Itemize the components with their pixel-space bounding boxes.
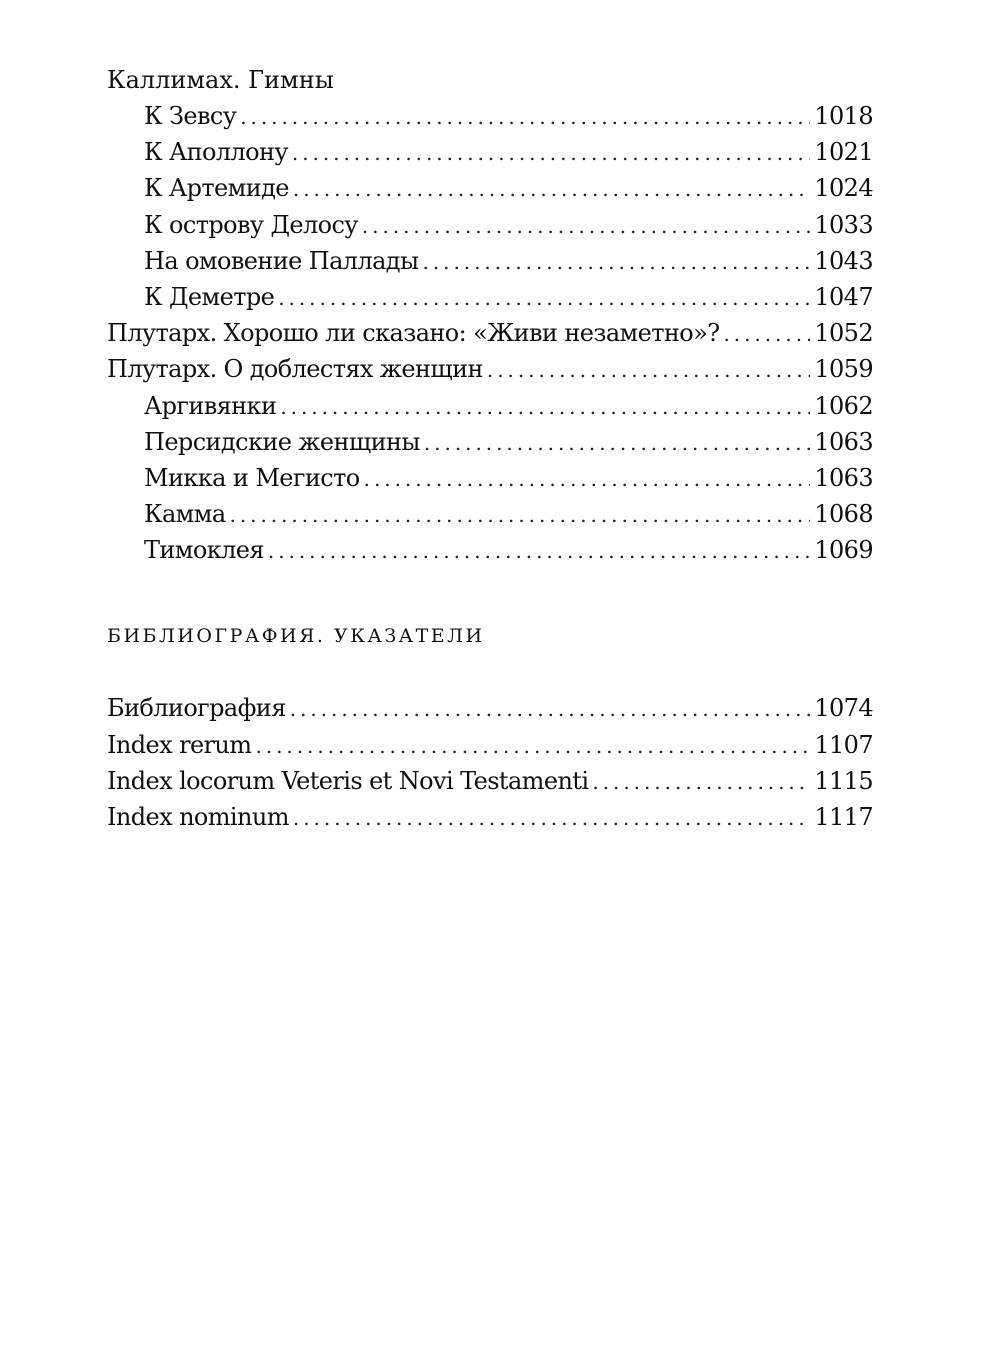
toc-entry bbox=[107, 207, 873, 243]
toc-entry bbox=[107, 496, 873, 532]
toc-entry-page: 1021 bbox=[814, 138, 873, 167]
dot-leader bbox=[230, 497, 811, 533]
toc-entry bbox=[107, 134, 873, 170]
toc-entry bbox=[107, 388, 873, 424]
dot-leader bbox=[292, 135, 810, 171]
dot-leader bbox=[240, 99, 810, 135]
dot-leader bbox=[293, 800, 810, 836]
toc-entry-title: К Деметре bbox=[144, 282, 275, 311]
dot-leader bbox=[290, 691, 811, 727]
toc-entry-title: Микка и Мегисто bbox=[144, 463, 360, 492]
toc-entry bbox=[107, 170, 873, 206]
toc-entry-page: 1024 bbox=[814, 174, 873, 203]
toc-entry-title: К Зевсу bbox=[144, 102, 237, 130]
toc-entry-page: 1117 bbox=[814, 803, 873, 831]
section-heading: БИБЛИОГРАФИЯ. УКАЗАТЕЛИ bbox=[107, 625, 485, 648]
toc-entry bbox=[107, 799, 873, 835]
toc-entry-page: 1059 bbox=[814, 355, 873, 384]
toc-entry bbox=[107, 243, 873, 279]
dot-leader bbox=[278, 280, 810, 316]
toc-entry bbox=[107, 315, 873, 351]
toc-entry bbox=[107, 532, 873, 568]
toc-entry bbox=[107, 351, 873, 387]
toc-entry-title: Index rerum bbox=[107, 730, 252, 759]
toc-entry bbox=[107, 460, 873, 496]
toc-entry-page: 1047 bbox=[814, 282, 873, 311]
toc-entry-title: Библиография bbox=[107, 694, 286, 723]
toc-group-heading: Каллимах. Гимны bbox=[107, 66, 334, 94]
toc-entry-title: К Артемиде bbox=[144, 174, 289, 203]
toc-entry-title: На омовение Паллады bbox=[144, 246, 419, 275]
toc-entry-page: 1068 bbox=[814, 500, 873, 529]
dot-leader bbox=[723, 316, 810, 352]
toc-entry-title: Аргивянки bbox=[144, 391, 277, 420]
toc-entry bbox=[107, 763, 873, 799]
dot-leader bbox=[280, 389, 810, 425]
toc-entry-page: 1018 bbox=[814, 102, 873, 130]
toc-entry-title: Камма bbox=[144, 500, 226, 529]
toc-entry-page: 1052 bbox=[814, 319, 873, 348]
toc-entry-title: К острову Делосу bbox=[144, 210, 358, 239]
toc-entry bbox=[107, 727, 873, 763]
toc-entry bbox=[107, 98, 873, 134]
dot-leader bbox=[268, 533, 810, 569]
toc-entry-title: Index nominum bbox=[107, 803, 289, 831]
toc-entry-page: 1063 bbox=[814, 463, 873, 492]
toc-entry-title: Тимоклея bbox=[144, 536, 264, 565]
toc-entry-title: Персидские женщины bbox=[144, 427, 420, 456]
toc-entry-title: К Аполлону bbox=[144, 138, 288, 167]
toc-entry-page: 1069 bbox=[814, 536, 873, 565]
toc-entry-page: 1115 bbox=[814, 766, 873, 795]
toc-entry bbox=[107, 279, 873, 315]
toc-entry-page: 1063 bbox=[814, 427, 873, 456]
toc-entry-page: 1062 bbox=[814, 391, 873, 420]
toc-entry-page: 1033 bbox=[814, 210, 873, 239]
toc-entry-title: Плутарх. Хорошо ли сказано: «Живи незаметно»? bbox=[107, 319, 720, 348]
toc-entry bbox=[107, 424, 873, 460]
toc-entry-page: 1043 bbox=[814, 246, 873, 275]
toc-entry-page: 1107 bbox=[814, 730, 873, 759]
table-of-contents bbox=[107, 62, 873, 835]
toc-entry bbox=[107, 690, 873, 726]
dot-leader bbox=[293, 171, 810, 207]
dot-leader bbox=[487, 352, 810, 388]
dot-leader bbox=[362, 208, 810, 244]
dot-leader bbox=[592, 764, 810, 800]
toc-entry-title: Index locorum Veteris et Novi Testamenti bbox=[107, 766, 589, 795]
toc-entry-title: Плутарх. О доблестях женщин bbox=[107, 355, 483, 384]
dot-leader bbox=[255, 728, 810, 764]
dot-leader bbox=[424, 425, 810, 461]
dot-leader bbox=[364, 461, 811, 497]
toc-entry-page: 1074 bbox=[814, 694, 873, 723]
dot-leader bbox=[423, 244, 811, 280]
